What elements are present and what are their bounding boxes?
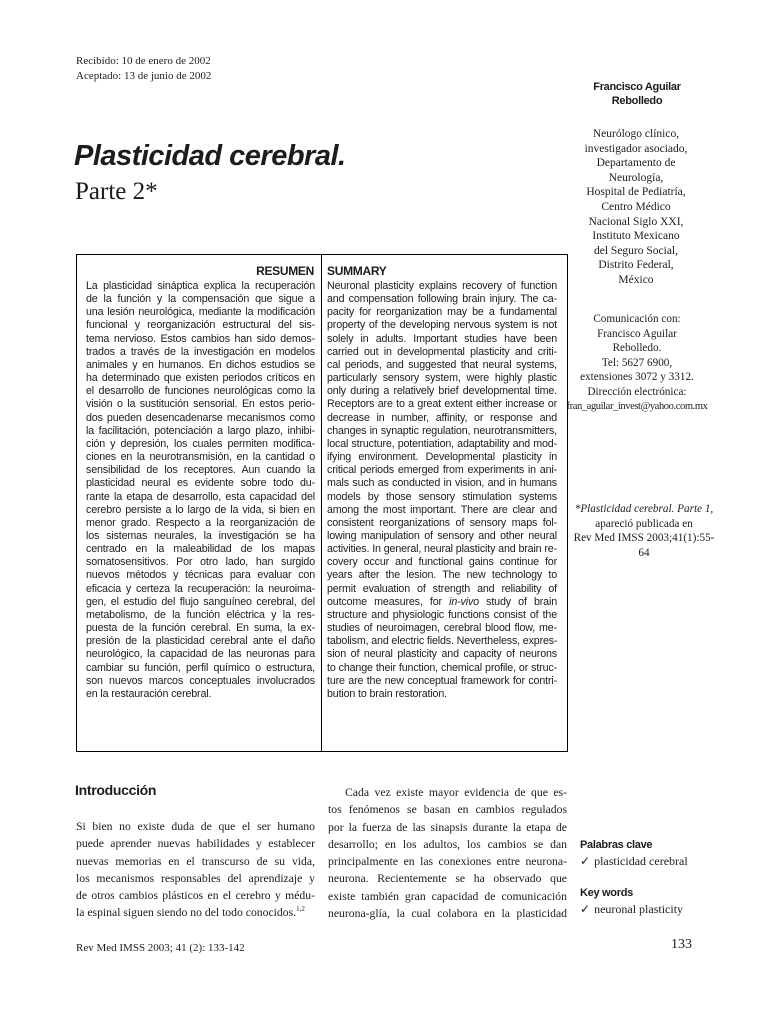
article-subtitle: Parte 2* [75, 178, 158, 205]
footnote [570, 502, 718, 560]
italic-term: in-vivo [449, 595, 479, 608]
text-line [86, 675, 315, 688]
text-line-content: el desarrollo de funciones neurológicas como la [86, 385, 315, 398]
text-line [86, 464, 315, 477]
text-line-content: critical periods emerged from experiments in ani- [327, 464, 557, 477]
text-line [86, 319, 315, 332]
text-line [86, 556, 315, 569]
text-line-content: changes in synaptic regulation, neurotransmitters, [327, 424, 557, 437]
text-line [328, 836, 567, 853]
keywords-es-heading: Palabras clave [580, 839, 653, 851]
text-line-content: son nuevos marcos conceptuales involucrados [86, 674, 315, 687]
text-line-content: metabolismo, de la función eléctrica y la res- [86, 608, 315, 621]
text-line [86, 346, 315, 359]
text-line [327, 622, 557, 635]
received-dates [76, 54, 211, 84]
text-line-content: Receptors are to a great extent either increase or [327, 398, 557, 411]
page-number: 133 [671, 937, 692, 952]
text-line [328, 801, 567, 818]
citation-superscript: 1,2 [296, 905, 305, 914]
text-line-content: de otros cambios plásticos en el cerebro y médu- [76, 889, 315, 903]
text-line [86, 635, 315, 648]
text-line-content: somatosensitivos. Por otro lado, han surgido [86, 556, 315, 569]
affiliation-line: Distrito Federal, [598, 259, 674, 272]
affiliation-line: investigador asociado, [584, 142, 688, 155]
text-line-content: only during a relatively brief developmental time. [327, 385, 557, 398]
text-line-content: property of the developing nervous system is not [327, 319, 557, 332]
text-line [327, 477, 557, 490]
text-line [327, 412, 557, 425]
summary-heading: SUMMARY [327, 264, 387, 278]
accepted-date: Aceptado: 13 de junio de 2002 [76, 70, 212, 82]
resumen-text [86, 280, 315, 701]
text-line [86, 543, 315, 556]
author-affiliation [576, 127, 696, 288]
text-line-content: rante la etapa de desarrollo, esta capacidad del [86, 490, 315, 503]
text-line-content: bution to brain restoration. [327, 687, 447, 700]
text-line [327, 425, 557, 438]
text-line [327, 675, 557, 688]
text-line-content: consistent reorganizations of sensory maps fol- [327, 516, 557, 529]
text-line [327, 569, 557, 582]
text-line [327, 596, 557, 609]
text-line-content: ciones en la neurotransmisión, en la cantidad o [86, 451, 315, 464]
text-line-content: dos pueden desencadenarse mecanismos como [86, 411, 315, 424]
text-line [327, 583, 557, 596]
text-line [327, 530, 557, 543]
text-line-content: los mecanismos responsables del aprendizaje y [76, 871, 315, 885]
text-line [86, 451, 315, 464]
contact-line: extensiones 3072 y 3312. [580, 371, 694, 384]
contact-info [540, 312, 734, 414]
text-line-content: nuevas memorias en el transcurso de su vida, [76, 854, 315, 868]
author-name [578, 80, 696, 108]
text-line [76, 887, 315, 904]
text-line [86, 583, 315, 596]
text-line [328, 870, 567, 887]
text-line [327, 346, 557, 359]
text-line [327, 504, 557, 517]
text-line-content: pacity for reorganization may be a fundamental [327, 306, 557, 319]
author-name-line: Francisco Aguilar [593, 81, 681, 93]
text-line [86, 280, 315, 293]
text-line-content: gen, el estudio del flujo sanguíneo cerebral, del [86, 595, 315, 608]
text-line [86, 504, 315, 517]
text-line-content: neurona-glía, la cual colabora en la plasticidad [328, 907, 567, 921]
text-line [327, 491, 557, 504]
affiliation-line: México [618, 273, 654, 286]
text-line-tail: study of brain [478, 595, 557, 608]
text-line [86, 333, 315, 346]
text-line-content: tema nervioso. Estos cambios han sido demos- [86, 332, 315, 345]
text-line-content: puesta de la función cerebral. En suma, la ex- [86, 622, 315, 635]
text-line [328, 905, 567, 922]
text-line-content: particularly sensory system, were highly plastic [327, 372, 557, 385]
text-line [86, 648, 315, 661]
text-line [86, 569, 315, 582]
contact-line: Rebolledo. [612, 342, 662, 355]
text-line [327, 372, 557, 385]
text-line-content: sion of neural plasticity and capacity of neurons [327, 648, 557, 661]
text-line-content: funcional y reorganización estructural del sis- [86, 319, 315, 332]
text-line-content: outcome measures, for [327, 595, 450, 608]
text-line [327, 306, 557, 319]
text-line-content: activities. In general, neural plasticity and brain re- [327, 543, 557, 556]
received-date: Recibido: 10 de enero de 2002 [76, 55, 211, 67]
text-line [327, 648, 557, 661]
text-line [86, 412, 315, 425]
text-line [86, 491, 315, 504]
summary-text [327, 280, 557, 701]
text-line-content: ture are the new conceptual framework for contri- [327, 674, 557, 687]
text-line [86, 609, 315, 622]
text-line-content: eficacia y certeza la recuperación: la neuroima- [86, 582, 315, 595]
text-line [76, 835, 315, 852]
intro-right-column [328, 784, 567, 922]
text-line [86, 293, 315, 306]
text-line-content: una lesión neurológica, mediante la modificación [86, 306, 315, 319]
contact-line: Tel: 5627 6900, [601, 356, 673, 369]
contact-email[interactable]: fran_aguilar_invest@yahoo.com.mx [566, 400, 708, 412]
text-line-content: neurológico, la capacidad de las neuronas para [86, 648, 315, 661]
text-line [328, 784, 567, 801]
article-title: Plasticidad cerebral. [74, 140, 346, 172]
affiliation-line: Neurólogo clínico, [592, 128, 680, 140]
text-line-content: years after the lesion. The new technology to [327, 569, 557, 582]
text-line-content: por la fuerza de las sinapsis durante la etapa de [328, 820, 567, 834]
text-line [327, 662, 557, 675]
text-line-content: cal periods, and suggested that neural systems, [327, 358, 557, 371]
text-line-content: and compensation following brain injury. The ca- [327, 293, 557, 306]
text-line [327, 609, 557, 622]
text-line [327, 635, 557, 648]
check-icon: ✓ [580, 854, 591, 868]
text-line [328, 853, 567, 870]
text-line-content: visión o la sustitución sensorial. En estos perio- [86, 398, 315, 411]
text-line [86, 662, 315, 675]
text-line [327, 438, 557, 451]
affiliation-line: Neurología, [608, 171, 664, 184]
contact-line: Francisco Aguilar [597, 327, 677, 340]
text-line-content: La plasticidad sináptica explica la recuperación [86, 280, 315, 292]
text-line-content: trados a través de la investigación en modelos [86, 345, 315, 358]
text-line [86, 596, 315, 609]
text-line-content: la facilitación, potenciación a largo plazo, inhibi- [86, 424, 315, 437]
affiliation-line: Hospital de Pediatría, [586, 186, 686, 199]
text-line-content: existe también gran capacidad de comunicación [328, 889, 567, 903]
text-line [86, 425, 315, 438]
text-line [327, 543, 557, 556]
footnote-italic: *Plasticidad cerebral. Parte 1, [574, 503, 714, 515]
text-line [327, 464, 557, 477]
text-line-content: neurona. Recientemente se ha observado que [328, 872, 567, 886]
text-line-content: animales y en humanos. En dichos estudios se [86, 358, 315, 371]
affiliation-line: Departamento de [596, 157, 676, 170]
contact-line: Dirección electrónica: [587, 385, 687, 398]
text-line [86, 477, 315, 490]
text-line [327, 319, 557, 332]
text-line [327, 280, 557, 293]
text-line-content: puede aprender nuevas habilidades y establecer [76, 837, 315, 851]
text-line-content: carried out in developmental plasticity and criti- [327, 345, 557, 358]
text-line-content: structure and physiologic functions consist of the [327, 608, 557, 621]
text-line [328, 819, 567, 836]
text-line [86, 398, 315, 411]
affiliation-line: Centro Médico [601, 200, 671, 213]
text-line-content: la espinal siguen siendo no del todo conocidos. [76, 906, 297, 920]
footnote-line: Rev Med IMSS 2003;41(1):55-64 [573, 532, 715, 559]
text-line-content: decrease in number, affinity, or response and [327, 411, 557, 424]
keyword-en-text: neuronal plasticity [594, 902, 684, 916]
text-line [86, 359, 315, 372]
text-line-content: cambiar su función, perfil químico o estructura, [86, 661, 315, 674]
text-line [327, 359, 557, 372]
text-line-content: mals such as conducted in vision, and in humans [327, 477, 557, 490]
text-line-content: Neuronal plasticity explains recovery of function [327, 280, 557, 292]
text-line-content: ha determinado que existen periodos críticos en [86, 372, 315, 385]
text-line-content: tabolism, and electric fields. Nevertheless, expres- [327, 635, 558, 648]
text-line-content: en la restauración cerebral. [86, 687, 212, 700]
text-line-content: lowing manipulation of sensory and other neural [327, 529, 557, 542]
journal-reference: Rev Med IMSS 2003; 41 (2): 133-142 [76, 942, 245, 954]
text-line-content: ifying environment. Developmental plasticity in [327, 451, 557, 464]
introduction-heading: Introducción [75, 782, 157, 798]
affiliation-line: del Seguro Social, [594, 244, 678, 257]
text-line-content: models by those sensory stimulation systems [327, 490, 557, 503]
text-line-content: centrado en la maleabilidad de los mapas [86, 543, 315, 556]
keyword-es-text: plasticidad cerebral [594, 854, 688, 868]
text-line [328, 888, 567, 905]
text-line [327, 451, 557, 464]
text-line-content: permit evaluation of strength and reliability of [327, 582, 557, 595]
affiliation-line: Nacional Siglo XXI, [588, 215, 684, 228]
text-line [76, 853, 315, 870]
text-line-content: among the most important. There are clear and [327, 503, 557, 516]
text-line-content: plasticidad neural es evidente sobre todo du- [86, 477, 315, 490]
text-line [327, 556, 557, 569]
contact-line: Comunicación con: [593, 313, 681, 325]
text-line-content: to change their function, chemical profile, or struc- [327, 661, 557, 674]
keywords-en-heading: Key words [580, 887, 633, 899]
text-line-content: tos fenómenos se basan en cambios regulados [328, 803, 567, 817]
text-line-content: Si bien no existe duda de que el ser humano [76, 820, 315, 833]
text-line-content: cerebro persiste a lo largo de la vida, si bien en [86, 503, 315, 516]
text-line [86, 385, 315, 398]
text-line-content: local structure, potentiation, adaptability and mod- [327, 437, 557, 450]
text-line-content: menor grado. Respecto a la reorganización de [86, 516, 315, 529]
text-line-content: desarrollo; en los adultos, los cambios se dan [328, 837, 567, 851]
text-line-content: studies of neuroimagen, cerebral blood flow, me- [327, 622, 557, 635]
text-line [86, 622, 315, 635]
text-line [86, 517, 315, 530]
text-line [327, 293, 557, 306]
text-line-content: los sistemas neurales, la investigación se ha [86, 529, 315, 542]
text-line [76, 870, 315, 887]
resumen-heading: RESUMEN [256, 264, 314, 278]
text-line-content: Cada vez existe mayor evidencia de que es- [345, 786, 567, 799]
text-line [86, 306, 315, 319]
footnote-line: apareció publicada en [595, 517, 693, 530]
keyword-en [580, 902, 683, 917]
text-line-content: de la función y la compensación que sigue a [86, 293, 315, 306]
check-icon: ✓ [580, 902, 591, 916]
text-line [327, 398, 557, 411]
keyword-es [580, 854, 688, 869]
text-line [86, 530, 315, 543]
text-line [86, 688, 315, 701]
author-name-line: Rebolledo [611, 95, 663, 107]
text-line [327, 688, 557, 701]
text-line [327, 517, 557, 530]
text-line-content: solely in adults. Important studies have been [327, 332, 557, 345]
intro-left-column [76, 818, 315, 922]
text-line-content: covery occur and functional gains continue for [327, 556, 557, 569]
text-line-content: nuevos métodos y técnicas para evaluar con [86, 569, 315, 582]
text-line-content: sensibilidad de los receptores. Aun cuando la [86, 464, 315, 477]
text-line-content: principalmente en las conexiones entre neurona- [328, 855, 567, 869]
text-line [76, 904, 315, 921]
text-line [86, 438, 315, 451]
text-line [86, 372, 315, 385]
text-line-content: ción y depresión, los cuales permiten modifica- [86, 437, 315, 450]
text-line-content: presión de la plasticidad cerebral ante el daño [86, 635, 315, 648]
text-line [327, 385, 557, 398]
abstract-divider [321, 254, 322, 752]
text-line [327, 333, 557, 346]
text-line [76, 818, 315, 835]
affiliation-line: Instituto Mexicano [592, 230, 680, 243]
